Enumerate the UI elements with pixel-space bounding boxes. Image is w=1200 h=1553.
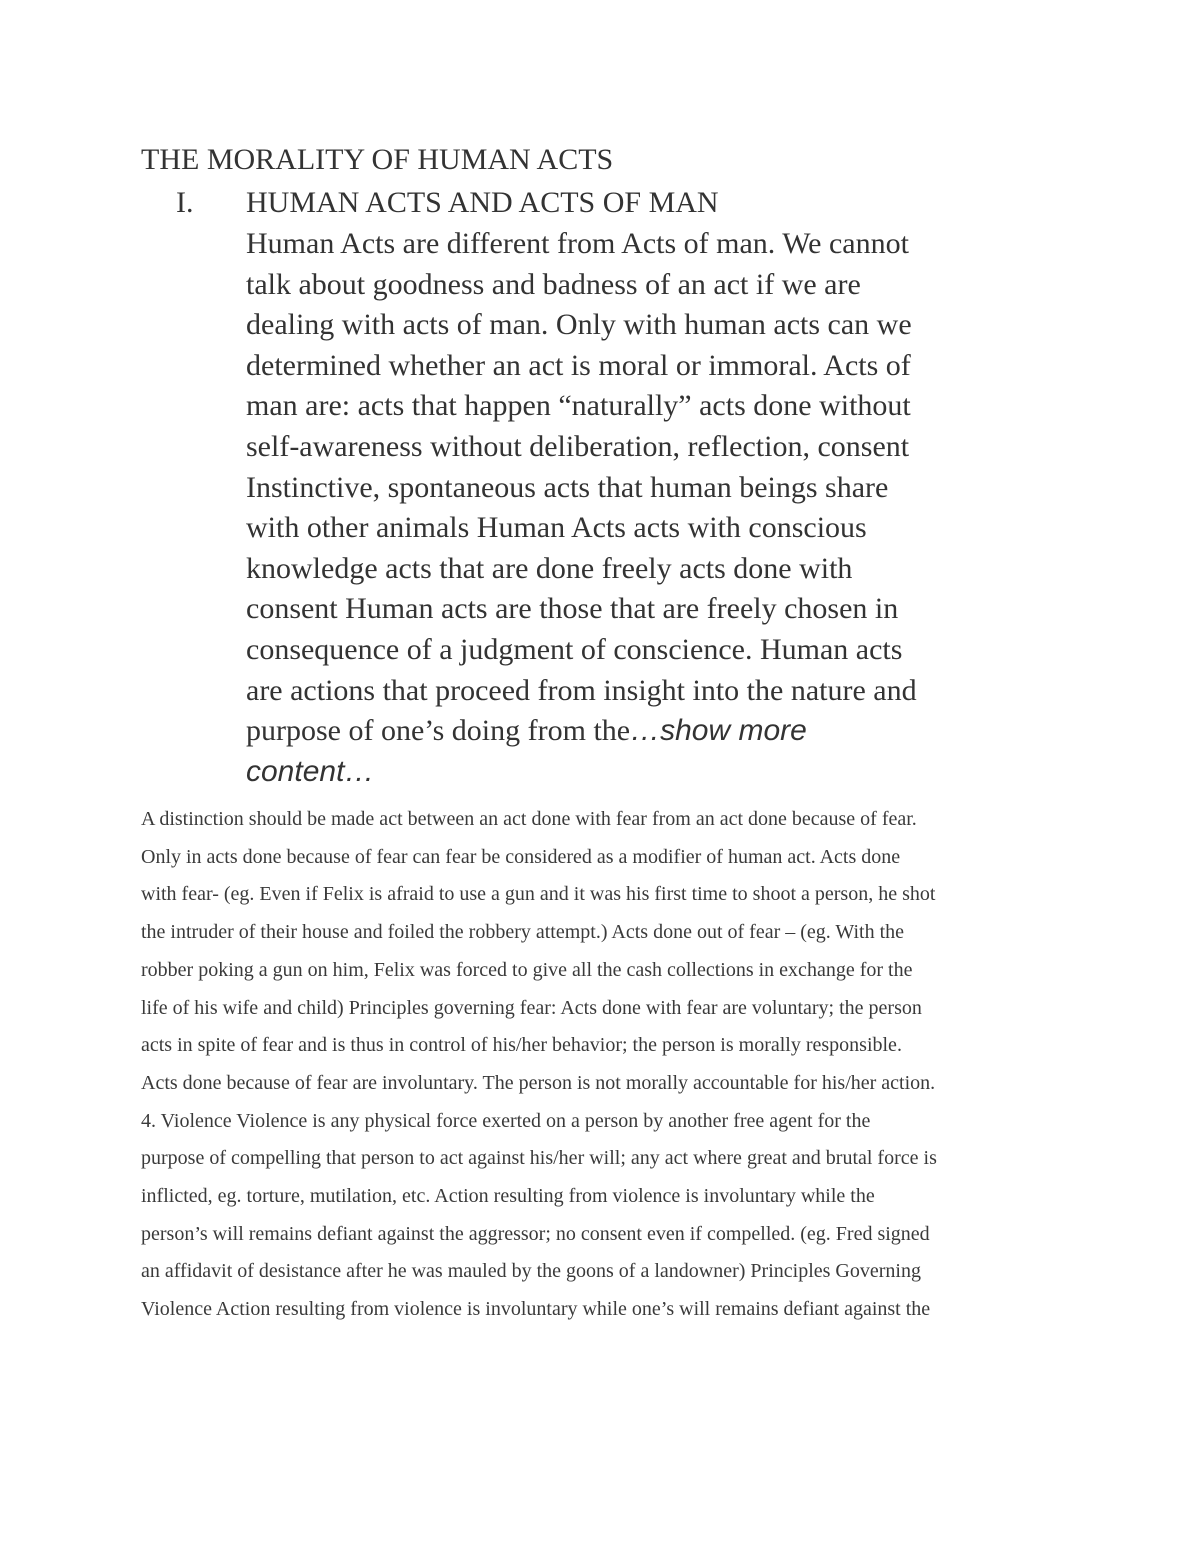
document-title: THE MORALITY OF HUMAN ACTS [141,143,614,176]
show-more-link-continued[interactable]: content… [246,754,375,788]
show-more-continuation [246,752,1046,793]
preview-line: an affidavit of desistance after he was mauled by the goons of a landowner) Principles Governing [141,1260,921,1283]
preview-line: purpose of compelling that person to act against his/her will; any act where great and brutal force is [141,1147,937,1170]
preview-line: inflicted, eg. torture, mutilation, etc. Action resulting from violence is involuntary while the [141,1185,875,1208]
preview-line: life of his wife and child) Principles governing fear: Acts done with fear are voluntary; the person [141,996,922,1019]
section-heading: HUMAN ACTS AND ACTS OF MAN [246,186,719,219]
preview-line: person’s will remains defiant against the aggressor; no consent even if compelled. (eg. Fred signed [141,1222,930,1245]
preview-line: Violence Action resulting from violence is involuntary while one’s will remains defiant against the [141,1298,931,1321]
body-line: knowledge acts that are done freely acts done with [246,551,853,585]
preview-line: with fear- (eg. Even if Felix is afraid to use a gun and it was his first time to shoot a person, he shot [141,883,936,906]
body-line: Instinctive, spontaneous acts that human beings share [246,470,889,504]
preview-line: Only in acts done because of fear can fear be considered as a modifier of human act. Acts done [141,845,901,868]
body-line: consequence of a judgment of conscience. Human acts [246,632,903,666]
body-line: with other animals Human Acts acts with conscious [246,511,867,545]
body-line: consent Human acts are those that are freely chosen in [246,592,899,626]
preview-line: A distinction should be made act between an act done with fear from an act done because of fear. [141,808,917,830]
preview-line: robber poking a gun on him, Felix was forced to give all the cash collections in exchange for the [141,958,913,981]
preview-line: Acts done because of fear are involuntary. The person is not morally accountable for his/her action. [141,1071,936,1094]
body-line: dealing with acts of man. Only with human acts can we [246,308,912,342]
section-numeral: I. [176,186,194,219]
section-body [246,224,1046,792]
preview-line: acts in spite of fear and is thus in control of his/her behavior; the person is morally responsible. [141,1034,902,1057]
body-line: talk about goodness and badness of an act if we are [246,267,861,301]
preview-text [141,801,1071,1329]
body-line: are actions that proceed from insight into the nature and [246,673,917,707]
body-line: man are: acts that happen “naturally” acts done without [246,389,911,423]
body-line: Human Acts are different from Acts of man. We cannot [246,227,909,260]
preview-line: 4. Violence Violence is any physical force exerted on a person by another free agent for the [141,1109,871,1132]
body-line: determined whether an act is moral or immoral. Acts of [246,348,911,382]
body-line-last [246,711,1046,752]
body-line: self-awareness without deliberation, reflection, consent [246,429,910,463]
preview-line: the intruder of their house and foiled the robbery attempt.) Acts done out of fear – (eg. With the [141,921,905,944]
body-line-text: purpose of one’s doing from the [246,714,631,748]
show-more-link[interactable]: …show more [630,714,807,748]
